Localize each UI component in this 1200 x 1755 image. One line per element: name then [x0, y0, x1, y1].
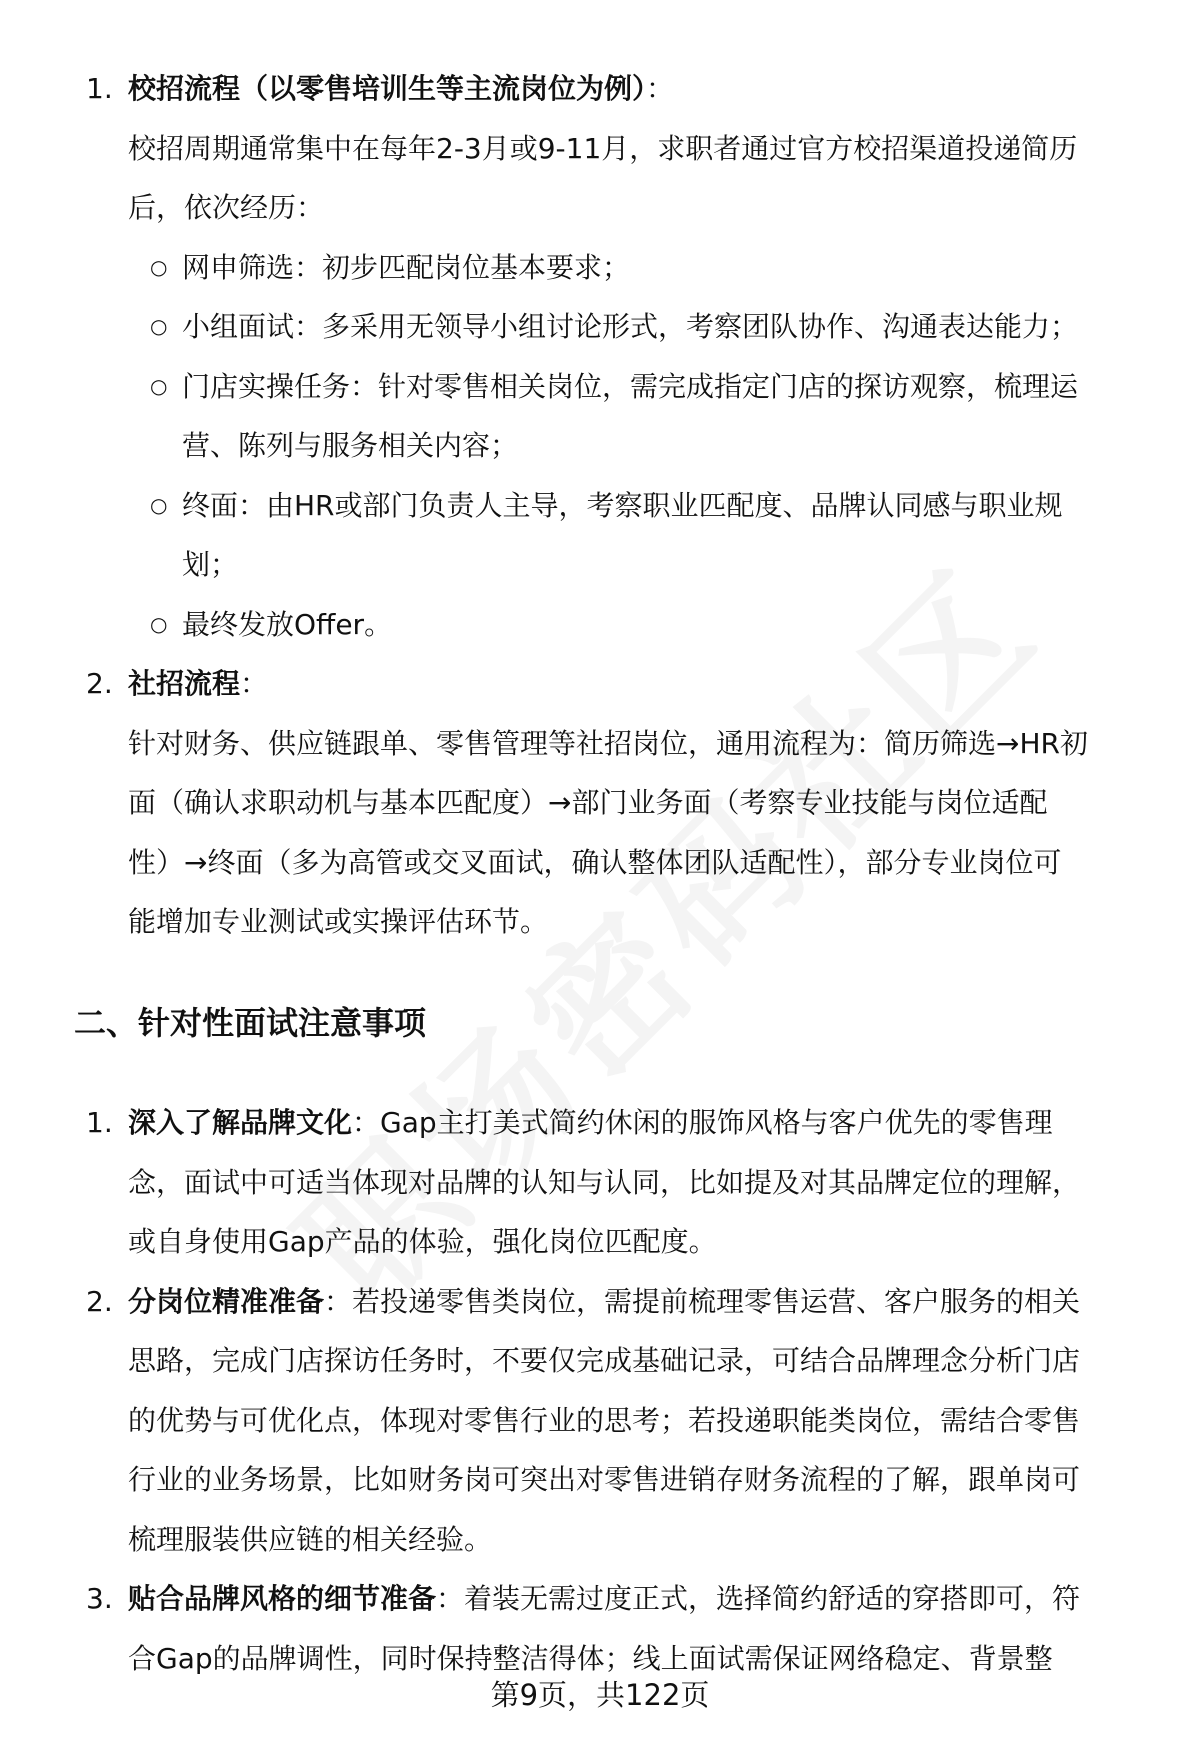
line-text	[128, 1093, 1053, 1153]
item-text: ：	[646, 72, 675, 105]
text-line	[0, 773, 1200, 833]
item-title: 校招流程（以零售培训生等主流岗位为例）	[128, 72, 647, 105]
line-text	[128, 773, 1047, 833]
text-line	[0, 119, 1200, 179]
list-number: 2.	[86, 1284, 113, 1318]
section-heading: 二、针对性面试注意事项	[74, 1003, 427, 1042]
text-line	[0, 714, 1200, 774]
line-text	[128, 833, 1061, 893]
line-text	[128, 59, 674, 119]
bullet-circle-icon: ○	[150, 314, 168, 338]
item-text: 校招周期通常集中在每年2-3月或9-11月，求职者通过官方校招渠道投递简历	[128, 131, 1078, 165]
line-text	[182, 476, 1063, 536]
text-line	[0, 1510, 1200, 1570]
page-footer: 第9页，共122页	[490, 1678, 710, 1712]
item-text: 终面：由HR或部门负责人主导，考察职业匹配度、品牌认同感与职业规	[182, 488, 1063, 522]
numbered-item-line	[0, 1272, 1200, 1332]
item-text: ：Gap主打美式简约休闲的服饰风格与客户优先的零售理	[352, 1106, 1053, 1139]
item-title: 深入了解品牌文化	[128, 1106, 353, 1139]
line-text	[128, 1331, 1080, 1391]
item-text: 合Gap的品牌调性，同时保持整洁得体；线上面试需保证网络稳定、背景整	[128, 1641, 1053, 1675]
text-line	[0, 1331, 1200, 1391]
line-text	[182, 357, 1078, 417]
line-text	[128, 714, 1088, 774]
text-line	[0, 416, 1200, 476]
line-text	[128, 1272, 1080, 1332]
item-title: 贴合品牌风格的细节准备	[128, 1582, 437, 1615]
text-line	[0, 892, 1200, 952]
text-line	[0, 178, 1200, 238]
item-text: 念，面试中可适当体现对品牌的认知与认同，比如提及对其品牌定位的理解，	[128, 1165, 1081, 1199]
item-title: 社招流程	[128, 667, 241, 700]
text-line	[0, 1212, 1200, 1272]
line-text	[128, 1510, 492, 1570]
item-text: ：	[240, 667, 269, 700]
item-text: ：着装无需过度正式，选择简约舒适的穿搭即可，符	[436, 1582, 1081, 1615]
section-interview-tips	[0, 1093, 1200, 1688]
line-text	[128, 1212, 717, 1272]
numbered-item-line	[0, 1093, 1200, 1153]
bullet-item-line	[0, 476, 1200, 536]
item-text: 或自身使用Gap产品的体验，强化岗位匹配度。	[128, 1225, 717, 1258]
text-line	[0, 1450, 1200, 1510]
line-text	[128, 1391, 1080, 1451]
line-text	[128, 1450, 1080, 1510]
item-text: 能增加专业测试或实操评估环节。	[128, 905, 549, 938]
item-text: ：若投递零售类岗位，需提前梳理零售运营、客户服务的相关	[324, 1284, 1081, 1318]
line-text	[182, 595, 392, 655]
line-text	[182, 238, 630, 298]
text-line	[0, 535, 1200, 595]
line-text	[128, 654, 268, 714]
line-text	[128, 1569, 1080, 1629]
item-text: 的优势与可优化点，体现对零售行业的思考；若投递职能类岗位，需结合零售	[128, 1403, 1081, 1437]
text-line	[0, 833, 1200, 893]
item-text: 针对财务、供应链跟单、零售管理等社招岗位，通用流程为：简历筛选→HR初	[128, 726, 1088, 760]
list-number: 2.	[86, 667, 113, 700]
numbered-item-line	[0, 654, 1200, 714]
item-text: 性）→终面（多为高管或交叉面试，确认整体团队适配性），部分专业岗位可	[128, 845, 1062, 879]
line-text	[128, 178, 324, 238]
line-text	[182, 297, 1078, 357]
item-text: 思路，完成门店探访任务时，不要仅完成基础记录，可结合品牌理念分析门店	[128, 1344, 1081, 1377]
line-text	[182, 416, 518, 476]
item-text: 划；	[182, 548, 239, 581]
item-text: 行业的业务场景，比如财务岗可突出对零售进销存财务流程的了解，跟单岗可	[128, 1463, 1081, 1496]
numbered-item-line	[0, 1569, 1200, 1629]
bullet-circle-icon: ○	[150, 254, 168, 279]
text-line	[0, 1391, 1200, 1451]
bullet-item-line	[0, 238, 1200, 298]
bullet-circle-icon: ○	[150, 611, 168, 636]
item-text: 后，依次经历：	[128, 191, 325, 224]
line-text	[128, 892, 548, 952]
item-text: 网申筛选：初步匹配岗位基本要求；	[182, 250, 631, 284]
list-number: 3.	[86, 1582, 113, 1615]
document-body	[0, 59, 1200, 1688]
line-text	[128, 1153, 1080, 1213]
item-text: 最终发放Offer。	[182, 607, 393, 641]
numbered-item-line	[0, 59, 1200, 119]
item-text: 门店实操任务：针对零售相关岗位，需完成指定门店的探访观察，梳理运	[182, 369, 1079, 403]
item-text: 营、陈列与服务相关内容；	[182, 429, 519, 462]
item-text: 小组面试：多采用无领导小组讨论形式，考察团队协作、沟通表达能力；	[182, 310, 1079, 343]
bullet-circle-icon: ○	[150, 373, 168, 398]
text-line	[0, 1153, 1200, 1213]
bullet-circle-icon: ○	[150, 492, 168, 517]
list-number: 1.	[86, 72, 113, 105]
bullet-item-line	[0, 297, 1200, 357]
item-title: 分岗位精准准备	[128, 1284, 325, 1318]
section-recruitment-process	[0, 59, 1200, 952]
line-text	[182, 535, 238, 595]
item-text: 梳理服装供应链的相关经验。	[128, 1522, 493, 1556]
item-text: 面（确认求职动机与基本匹配度）→部门业务面（考察专业技能与岗位适配	[128, 786, 1048, 819]
bullet-item-line	[0, 357, 1200, 417]
list-number: 1.	[86, 1106, 113, 1139]
line-text	[128, 119, 1077, 179]
bullet-item-line	[0, 595, 1200, 655]
